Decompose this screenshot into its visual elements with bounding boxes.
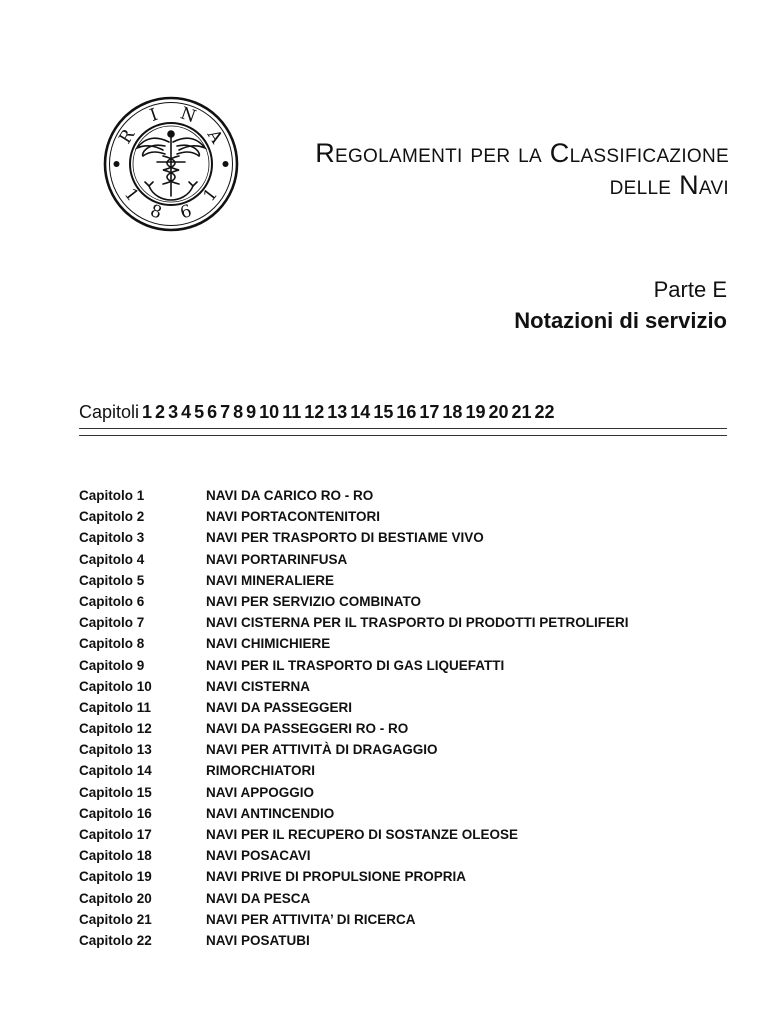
part-heading xyxy=(514,276,727,335)
chapter-link-13[interactable]: 13 xyxy=(327,402,348,422)
seal-letter: 1 xyxy=(199,184,223,206)
chapter-link-3[interactable]: 3 xyxy=(168,402,179,422)
chapter-item[interactable] xyxy=(79,845,727,866)
title-line-1: Regolamenti per la Classificazione xyxy=(315,138,729,168)
chapter-link-14[interactable]: 14 xyxy=(350,402,371,422)
chapter-item[interactable] xyxy=(79,782,727,803)
chapter-number: Capitolo 20 xyxy=(79,890,152,906)
chapter-link-9[interactable]: 9 xyxy=(246,402,257,422)
chapter-number: Capitolo 8 xyxy=(79,636,145,652)
chapter-item[interactable] xyxy=(79,697,727,718)
chapter-link-7[interactable]: 7 xyxy=(220,402,231,422)
chapter-link-1[interactable]: 1 xyxy=(142,402,153,422)
chapter-number: Capitolo 6 xyxy=(79,593,145,609)
chapter-list xyxy=(79,485,727,951)
chapter-title: NAVI PER SERVIZIO COMBINATO xyxy=(206,593,422,609)
chapter-number: Capitolo 1 xyxy=(79,488,145,503)
chapter-item[interactable] xyxy=(79,930,727,951)
chapter-item[interactable] xyxy=(79,591,727,612)
chapter-number: Capitolo 9 xyxy=(79,657,145,673)
seal-letter: 6 xyxy=(177,201,195,224)
chapter-link-15[interactable]: 15 xyxy=(373,402,394,422)
part-label: Parte E xyxy=(653,277,727,302)
chapter-number: Capitolo 3 xyxy=(79,530,145,546)
chapter-title: NAVI PER TRASPORTO DI BESTIAME VIVO xyxy=(206,530,484,546)
chapter-title: NAVI PORTACONTENITORI xyxy=(206,509,381,525)
chapter-link-11[interactable]: 11 xyxy=(282,402,302,422)
chapter-link-4[interactable]: 4 xyxy=(181,402,192,422)
chapter-link-17[interactable]: 17 xyxy=(419,402,440,422)
chapter-title: NAVI DA PASSEGGERI RO - RO xyxy=(206,721,409,737)
chapter-item[interactable] xyxy=(79,633,727,654)
chapter-title: NAVI PER IL TRASPORTO DI GAS LIQUEFATTI xyxy=(206,657,505,673)
part-name: Notazioni di servizio xyxy=(514,308,727,333)
seal-letter: R xyxy=(115,125,140,148)
chapter-link-21[interactable]: 21 xyxy=(511,402,532,422)
chapter-title: NAVI CHIMICHIERE xyxy=(206,636,331,652)
chapter-number: Capitolo 21 xyxy=(79,911,152,927)
chapter-number: Capitolo 10 xyxy=(79,678,152,694)
chapter-item[interactable] xyxy=(79,824,727,845)
chapter-item[interactable] xyxy=(79,612,727,633)
chapter-item[interactable] xyxy=(79,676,727,697)
chapter-link-12[interactable]: 12 xyxy=(304,402,325,422)
chapter-number: Capitolo 12 xyxy=(79,721,152,737)
chapter-item[interactable] xyxy=(79,718,727,739)
chapter-link-18[interactable]: 18 xyxy=(442,402,463,422)
chapter-title: RIMORCHIATORI xyxy=(206,763,315,779)
chapter-item[interactable] xyxy=(79,760,727,781)
chapter-number: Capitolo 7 xyxy=(79,615,145,631)
chapter-title: NAVI DA PESCA xyxy=(206,890,311,906)
chapter-link-20[interactable]: 20 xyxy=(488,402,509,422)
chapter-title: NAVI POSACAVI xyxy=(206,848,311,864)
chapter-number: Capitolo 19 xyxy=(79,869,152,885)
chapter-title: NAVI ANTINCENDIO xyxy=(206,805,335,821)
chapter-title: NAVI APPOGGIO xyxy=(206,784,315,800)
chapter-title: NAVI PRIVE DI PROPULSIONE PROPRIA xyxy=(206,869,467,885)
chapter-title: NAVI PORTARINFUSA xyxy=(206,551,348,567)
divider-line xyxy=(79,435,727,436)
chapter-title: NAVI PER ATTIVITÀ DI DRAGAGGIO xyxy=(206,742,438,758)
chapter-title: NAVI MINERALIERE xyxy=(206,572,335,588)
chapter-item[interactable] xyxy=(79,506,727,527)
divider-line xyxy=(79,428,727,429)
chapter-nav xyxy=(79,400,727,424)
seal-letter: N xyxy=(177,103,199,128)
chapter-link-16[interactable]: 16 xyxy=(396,402,417,422)
chapter-title: NAVI DA PASSEGGERI xyxy=(206,699,353,715)
chapter-number: Capitolo 2 xyxy=(79,509,145,525)
chapter-link-8[interactable]: 8 xyxy=(233,402,244,422)
chapter-number: Capitolo 22 xyxy=(79,932,152,948)
chapter-link-2[interactable]: 2 xyxy=(155,402,166,422)
chapter-number: Capitolo 15 xyxy=(79,784,152,800)
chapter-title: NAVI CISTERNA PER IL TRASPORTO DI PRODOTTI PETROLIFERI xyxy=(206,615,629,631)
chapter-title: NAVI POSATUBI xyxy=(206,932,310,948)
chapter-item[interactable] xyxy=(79,888,727,909)
chapter-number: Capitolo 18 xyxy=(79,848,152,864)
title-line-2: delle Navi xyxy=(609,170,729,200)
chapter-number: Capitolo 5 xyxy=(79,572,145,588)
chapter-link-6[interactable]: 6 xyxy=(207,402,218,422)
chapter-link-10[interactable]: 10 xyxy=(259,402,280,422)
seal-letter: 8 xyxy=(147,201,165,224)
chapter-number: Capitolo 11 xyxy=(79,699,152,715)
chapter-link-5[interactable]: 5 xyxy=(194,402,205,422)
caduceus-anchor-icon xyxy=(137,131,205,200)
chapter-item[interactable] xyxy=(79,739,727,760)
chapter-link-22[interactable]: 22 xyxy=(534,402,555,422)
chapter-item[interactable] xyxy=(79,655,727,676)
chapter-item[interactable] xyxy=(79,570,727,591)
seal-letter: 1 xyxy=(119,184,143,206)
chapter-title: NAVI CISTERNA xyxy=(206,678,311,694)
chapter-number: Capitolo 14 xyxy=(79,763,152,779)
chapter-link-19[interactable]: 19 xyxy=(465,402,486,422)
chapter-number: Capitolo 16 xyxy=(79,805,152,821)
chapter-item[interactable] xyxy=(79,549,727,570)
document-title xyxy=(209,137,729,201)
chapter-number: Capitolo 13 xyxy=(79,742,152,758)
chapter-item[interactable] xyxy=(79,909,727,930)
chapter-title: NAVI PER IL RECUPERO DI SOSTANZE OLEOSE xyxy=(206,827,519,842)
chapter-item[interactable] xyxy=(79,527,727,548)
chapter-title: NAVI PER ATTIVITA’ DI RICERCA xyxy=(206,911,416,927)
chapter-nav-label: Capitoli xyxy=(79,402,140,422)
chapter-number: Capitolo 4 xyxy=(79,551,145,567)
chapter-item[interactable] xyxy=(79,803,727,824)
seal-letter: A xyxy=(202,126,227,148)
chapter-item[interactable] xyxy=(79,866,727,887)
chapter-title: NAVI DA CARICO RO - RO xyxy=(206,488,374,503)
chapter-number: Capitolo 17 xyxy=(79,827,152,842)
chapter-item[interactable] xyxy=(79,485,727,506)
seal-letter: I xyxy=(147,104,161,126)
